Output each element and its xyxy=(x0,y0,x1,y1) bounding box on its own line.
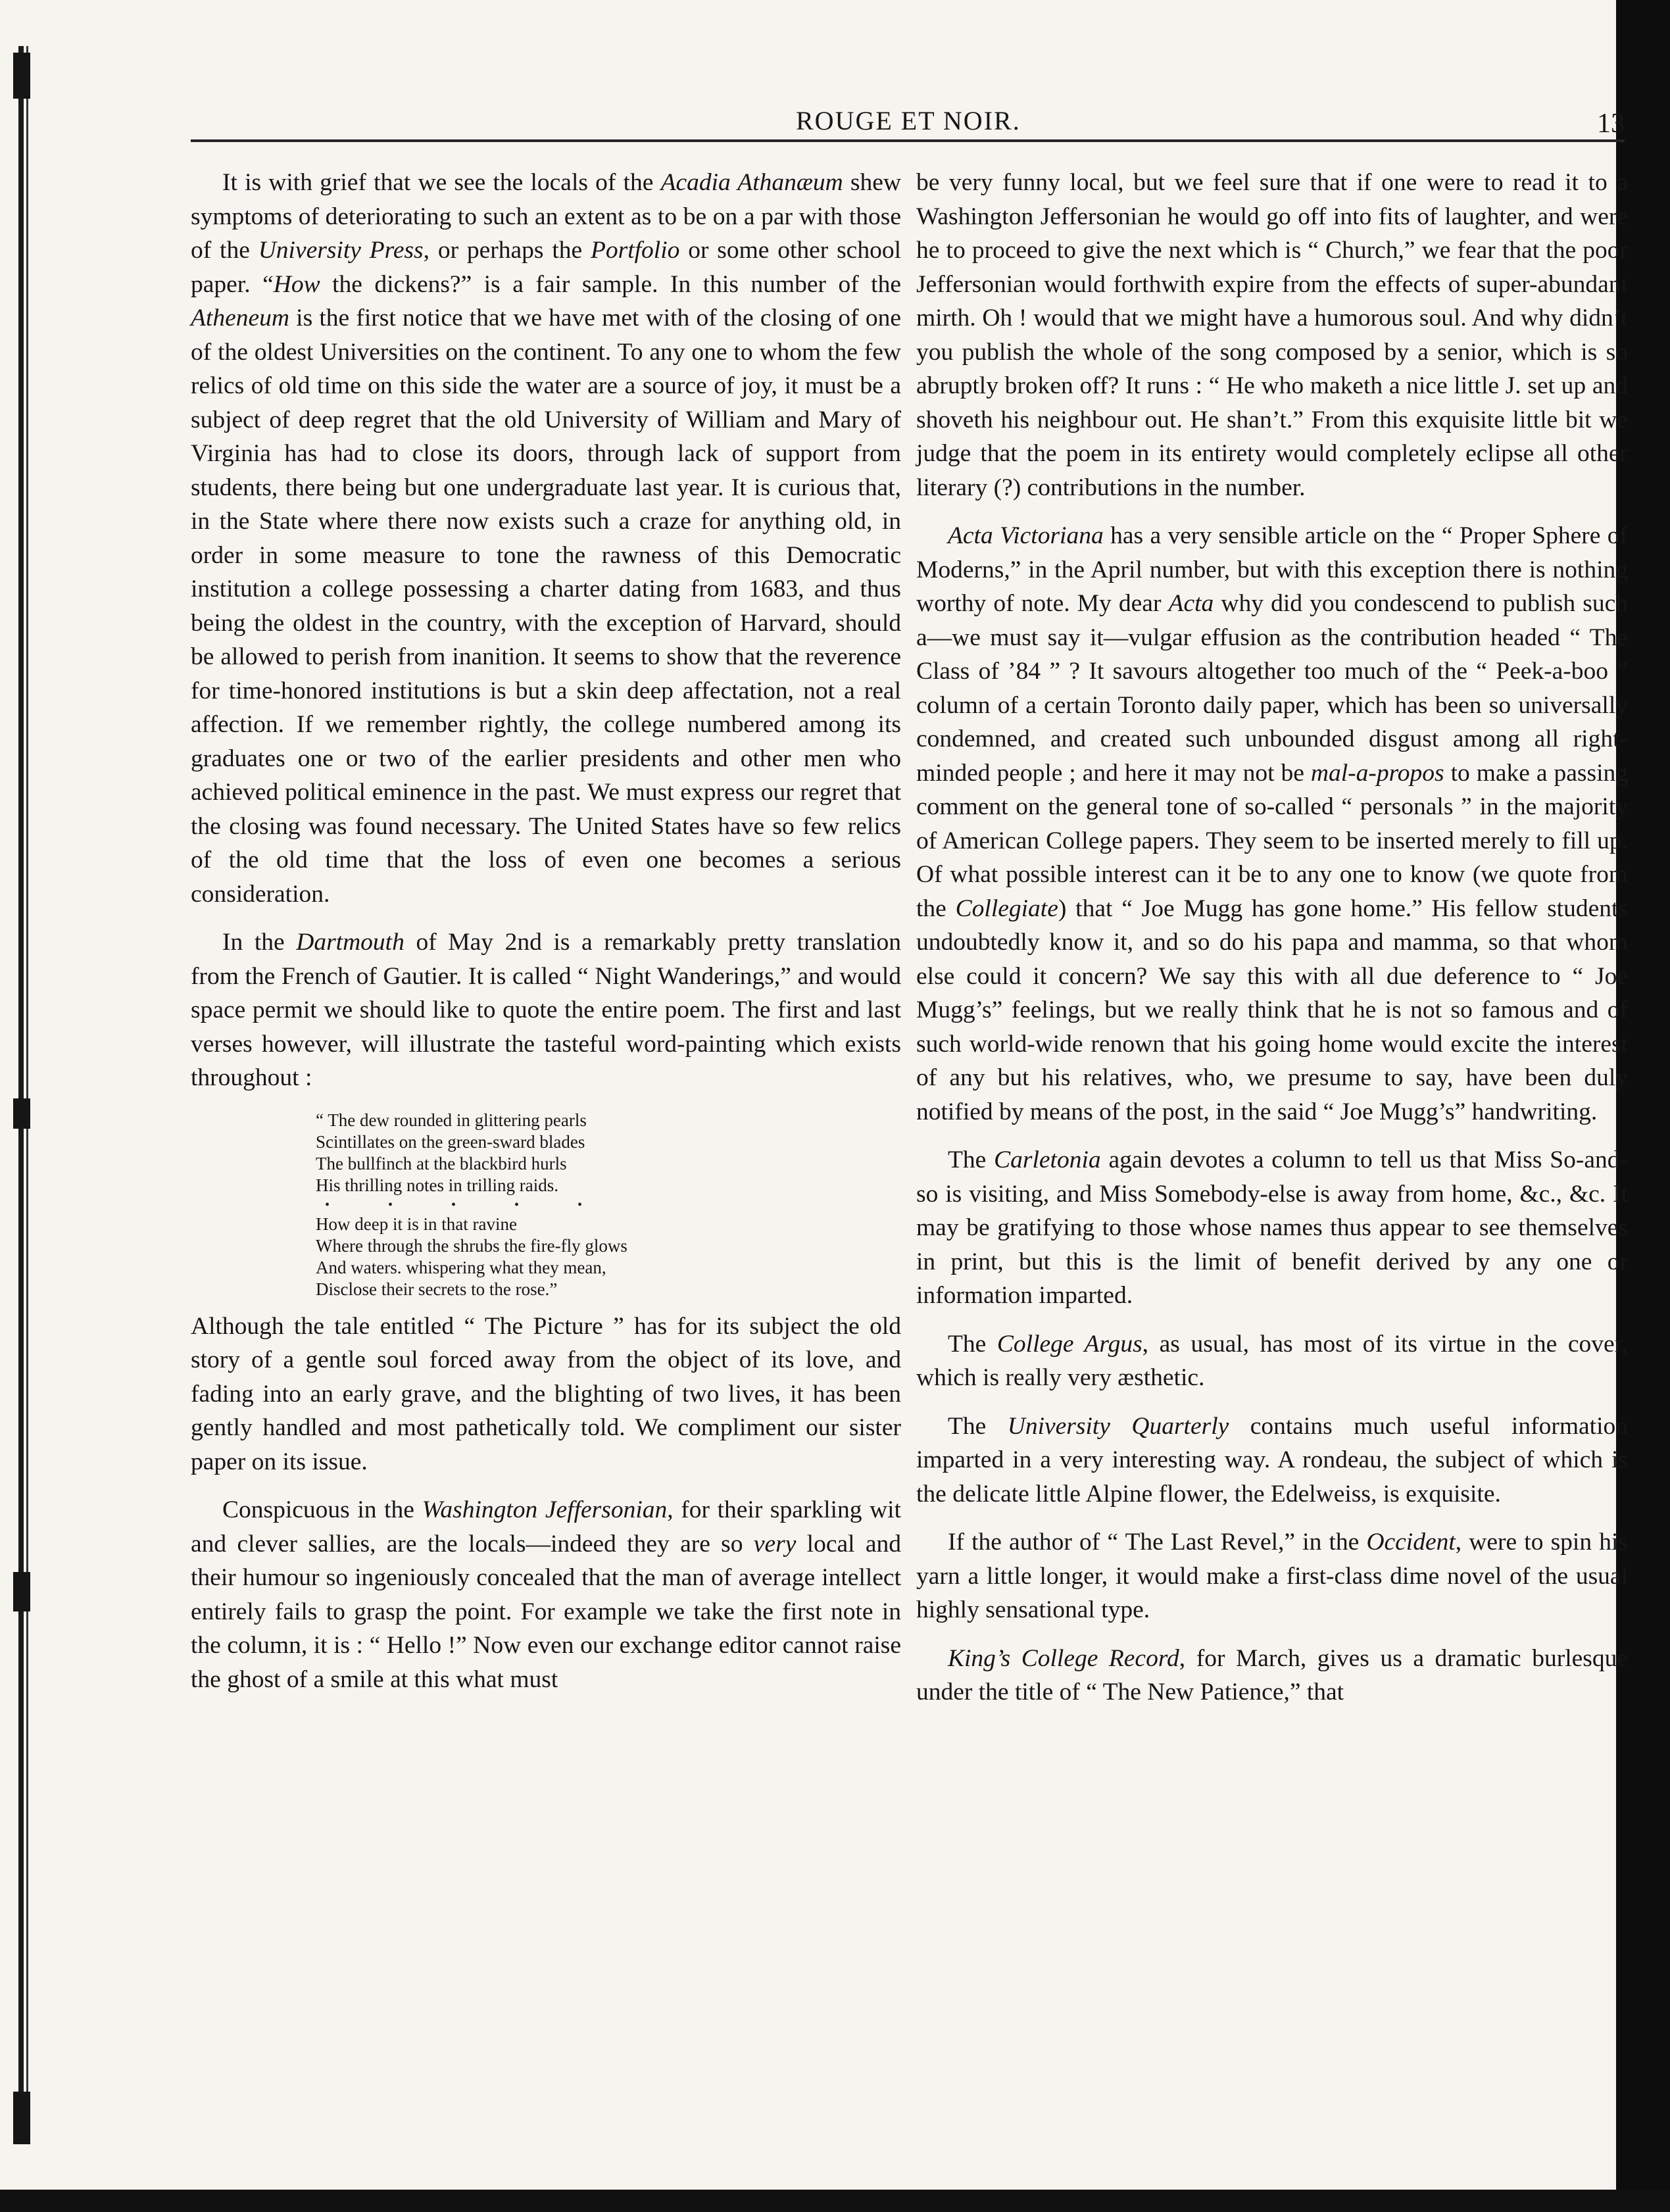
page-header xyxy=(191,100,1625,139)
left-margin-rule-thin xyxy=(26,46,28,2144)
margin-mark xyxy=(13,1098,30,1129)
paragraph-dartmouth: In the Dartmouth of May 2nd is a remarkably pretty translation from the French of Gautier. It is called “ Night Wanderings,” and would space permit we should like to quote the entire poem. The first and last verses however, will illustrate the tasteful word-painting which exists throughout : xyxy=(191,929,901,1091)
paragraph-jeffersonian: Conspicuous in the Washington Jeffersonian, for their sparkling wit and clever sallies, are the locals—indeed they are so very local and their humour so ingeniously concealed that the man of average intellect entirely fails to grasp the point. For example we take the first note in the column, it is : “ Hello !” Now even our exchange editor cannot raise the ghost of a smile at this what must xyxy=(191,1496,901,1693)
paragraph-argus: The College Argus, as usual, has most of its virtue in the cover, which is really very æsthetic. xyxy=(916,1330,1628,1391)
paragraph-occident: If the author of “ The Last Revel,” in the Occident, were to spin his yarn a little longer, it would make a first-class dime novel of the usual highly sensational type. xyxy=(916,1529,1628,1623)
margin-mark xyxy=(13,1572,30,1611)
left-column xyxy=(191,166,901,1711)
margin-mark xyxy=(13,2092,30,2144)
paragraph-kings-record: King’s College Record, for March, gives us a dramatic burlesque under the title of “ The New Patience,” that xyxy=(916,1644,1628,1706)
paragraph-carletonia: The Carletonia again devotes a column to tell us that Miss So-and-so is visiting, and Miss Somebody-else is away from home, &c., &c. It may be gratifying to those whose names thus appear to see themselves in print, but this is the limit of benefit derived by any one or information imparted. xyxy=(916,1146,1628,1309)
page-number: 13 xyxy=(1597,109,1625,139)
paragraph-acadia: It is with grief that we see the locals of the Acadia Athanæum shew symptoms of deteriorating to such an extent as to be on a par with those of the University Press, or perhaps the Portfolio or some other school paper. “How the dickens?” is a fair sample. In this number of the Atheneum is the first notice that we have met with of the closing of one of the oldest Universities on the continent. To any one to whom the few relics of old time on this side the water are a source of joy, it must be a subject of deep regret that the old University of William and Mary of Virginia has had to close its doors, through lack of support from students, there being but one undergraduate last year. It is curious that, in the State where there now exists such a craze for anything old, in order in some measure to tone the rawness of this Democratic institution a college possessing a charter dating from 1683, and thus being the oldest in the country, with the exception of Harvard, should be allowed to perish from inanition. It seems to show that the reverence for time-honored institutions is but a skin deep affectation, not a real affection. If we remember rightly, the college numbered among its graduates one or two of the earlier presidents and other men who achieved political eminence in the past. We must express our regret that the closing was found necessary. The United States have so few relics of the old time that the loss of even one becomes a serious consideration. xyxy=(191,169,901,908)
paragraph-picture: Although the tale entitled “ The Picture ” has for its subject the old story of a gentle soul forced away from the object of its love, and fading into an early grave, and the blighting of two lives, it has been gently handled and most pathetically told. We compliment our sister paper on its issue. xyxy=(191,1312,901,1475)
poem-ellipsis: • • • • • xyxy=(325,1197,610,1212)
paragraph-acta: Acta Victoriana has a very sensible article on the “ Proper Sphere of Moderns,” in the April number, but with this exception there is nothing worthy of note. My dear Acta why did you condescend to publish such a—we must say it—vulgar effusion as the contribution headed “ The Class of ’84 ” ? It savours altogether too much of the “ Peek-a-boo ” column of a certain Toronto daily paper, which has been so universally condemned, and created such unbounded disgust among all right-minded people ; and here it may not be mal-a-propos to make a passing comment on the general tone of so-called “ personals ” in the majority of American College papers. They seem to be inserted merely to fill up. Of what possible interest can it be to any one to know (we quote from the Collegiate) that “ Joe Mugg has gone home.” His fellow students undoubtedly know it, and so do his papa and mamma, so that whom else could it concern? We say this with all due deference to “ Joe Mugg’s” feelings, but we really think that he is not so famous and of such world-wide renown that his going home would excite the interest of any but his relatives, who, we presume to say, have been duly notified by means of the post, in the said “ Joe Mugg’s” handwriting. xyxy=(916,522,1629,1125)
right-column xyxy=(916,166,1628,1724)
running-title: ROUGE ET NOIR. xyxy=(796,106,1021,135)
binding-edge-bottom xyxy=(0,2190,1670,2212)
margin-mark xyxy=(13,53,30,99)
left-margin-rule xyxy=(18,46,24,2144)
header-rule xyxy=(191,139,1625,142)
paragraph-jeffersonian-cont: be very funny local, but we feel sure that if one were to read it to a Washington Jeffersonian he would go off into fits of laughter, and were he to proceed to give the next which is “ Church,” we fear that the poor Jeffersonian would forthwith expire from the effects of super-abundant mirth. Oh ! would that we might have a humorous soul. And why didn’t you publish the whole of the song composed by a senior, which is so abruptly broken off? It runs : “ He who maketh a nice little J. set up and shoveth his neighbour out. He shan’t.” From this exquisite little bit we judge that the poem in its entirety would completely eclipse all other literary (?) contributions in the number. xyxy=(916,169,1628,501)
poem-quote: “ The dew rounded in glittering pearls Scintillates on the green-sward blades The bullfinch at the blackbird hurls His thrilling notes in trilling raids. • • • • • How deep it is in that ravine Where through the shrubs the fire-fly glows And waters. whispering what they mean, Disclose their secrets to the rose.” xyxy=(316,1110,901,1300)
paragraph-quarterly: The University Quarterly contains much useful information imparted in a very interesting way. A rondeau, the subject of which is the delicate little Alpine flower, the Edelweiss, is exquisite. xyxy=(916,1412,1628,1508)
